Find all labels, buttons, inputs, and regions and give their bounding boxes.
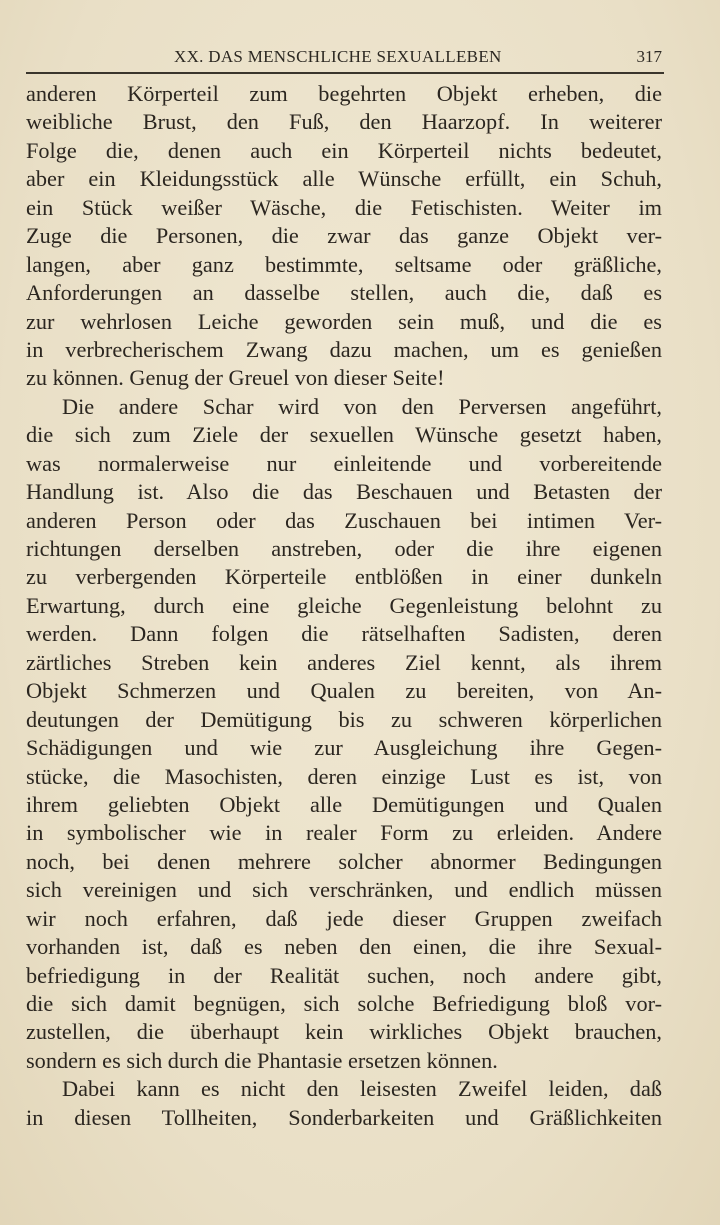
text-line: die sich damit begnügen, sich solche Befriedigung bloß vor- (26, 991, 662, 1016)
page-header (26, 47, 662, 73)
text-line: aber ein Kleidungsstück alle Wünsche erfüllt, ein Schuh, (26, 166, 662, 192)
text-line: ein Stück weißer Wäsche, die Fetischisten. Weiter im (26, 194, 662, 220)
text-line: deutungen der Demütigung bis zu schweren körperlichen (26, 706, 662, 732)
text-line: langen, aber ganz bestimmte, seltsame oder gräßliche, (26, 251, 662, 277)
text-line: Anforderungen an dasselbe stellen, auch die, daß es (26, 280, 662, 306)
text-line: in diesen Tollheiten, Sonderbarkeiten und Gräßlichkeiten (26, 1104, 662, 1130)
text-line: in verbrecherischem Zwang dazu machen, um es genießen (26, 336, 662, 362)
text-line: Die andere Schar wird von den Perversen angeführt, (62, 393, 662, 419)
header-rule (26, 72, 664, 74)
text-line: was normalerweise nur einleitende und vorbereitende (26, 450, 662, 476)
text-line: Erwartung, durch eine gleiche Gegenleistung belohnt zu (26, 592, 662, 618)
text-line: zärtliches Streben kein anderes Ziel kennt, als ihrem (26, 649, 662, 675)
text-line: werden. Dann folgen die rätselhaften Sadisten, deren (26, 621, 662, 647)
text-line: wir noch erfahren, daß jede dieser Gruppen zweifach (26, 905, 662, 931)
text-line: zustellen, die überhaupt kein wirkliches Objekt brauchen, (26, 1019, 662, 1045)
text-line: anderen Körperteil zum begehrten Objekt erheben, die (26, 81, 662, 106)
text-line: Folge die, denen auch ein Körperteil nichts bedeutet, (26, 137, 662, 163)
text-line: richtungen derselben anstreben, oder die ihre eigenen (26, 536, 662, 561)
text-line: Objekt Schmerzen und Qualen zu bereiten, von An- (26, 678, 662, 704)
text-line: noch, bei denen mehrere solcher abnormer Bedingungen (26, 848, 662, 874)
text-line: vorhanden ist, daß es neben den einen, die ihre Sexual- (26, 934, 662, 960)
text-line: Schädigungen und wie zur Ausgleichung ihre Gegen- (26, 735, 662, 761)
page-number: 317 (636, 47, 662, 66)
text-line: die sich zum Ziele der sexuellen Wünsche gesetzt haben, (26, 422, 662, 448)
body-text (26, 80, 662, 1132)
text-line: zu können. Genug der Greuel von dieser Seite! (26, 365, 445, 391)
text-line: Zuge die Personen, die zwar das ganze Objekt ver- (26, 223, 662, 249)
text-line: ihrem geliebten Objekt alle Demütigungen und Qualen (26, 791, 662, 817)
text-line: sich vereinigen und sich verschränken, und endlich müssen (26, 877, 662, 903)
text-line: zur wehrlosen Leiche geworden sein muß, und die es (26, 308, 662, 334)
text-line: Dabei kann es nicht den leisesten Zweifel leiden, daß (62, 1076, 662, 1102)
text-line: stücke, die Masochisten, deren einzige Lust es ist, von (26, 763, 662, 789)
text-line: Handlung ist. Also die das Beschauen und Betasten der (26, 479, 662, 505)
text-line: weibliche Brust, den Fuß, den Haarzopf. In weiterer (26, 109, 662, 135)
text-line: in symbolischer wie in realer Form zu erleiden. Andere (26, 820, 662, 846)
text-line: sondern es sich durch die Phantasie ersetzen können. (26, 1047, 498, 1073)
running-title: XX. DAS MENSCHLICHE SEXUALLEBEN (174, 47, 502, 66)
text-line: zu verbergenden Körperteile entblößen in einer dunkeln (26, 564, 662, 590)
text-line: befriedigung in der Realität suchen, noch andere gibt, (26, 962, 662, 988)
text-line: anderen Person oder das Zuschauen bei intimen Ver- (26, 507, 662, 533)
